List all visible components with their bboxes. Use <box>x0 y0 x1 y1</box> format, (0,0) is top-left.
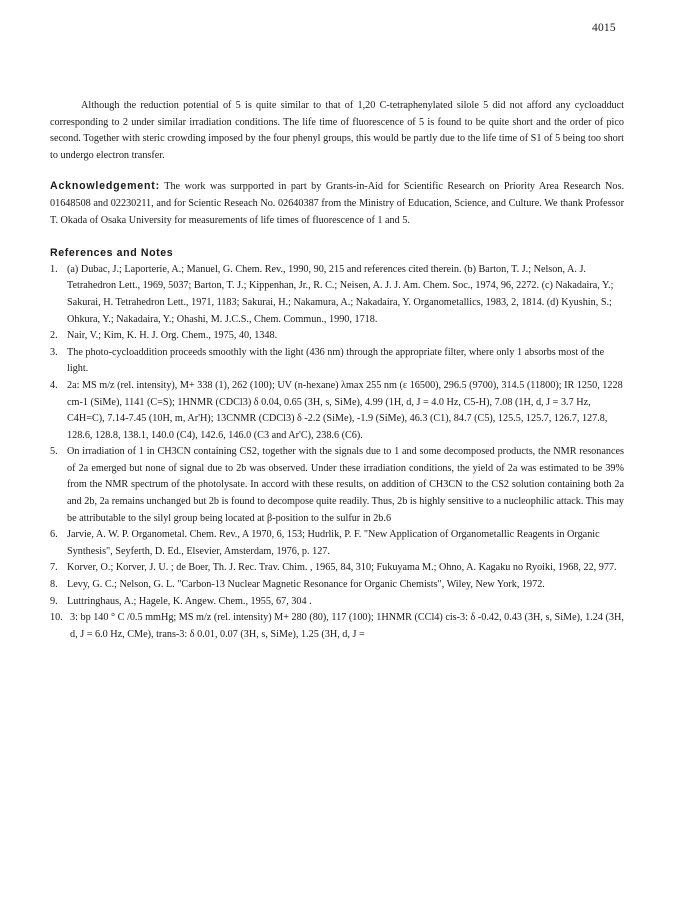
reference-item <box>50 262 624 328</box>
body-paragraph: Although the reduction potential of 5 is quite similar to that of 1,20 C-tetraphenylated silole 5 did not afford any cycloadduct corresponding to 2 under similar irradiation conditions. The life time of fluorescence of 5 is found to be quite short and the order of pico second. Together with steric crowding imposed by the four phenyl groups, this would be partly due to the life time of S1 of 5 being too short to undergo electron transfer. <box>50 100 624 161</box>
reference-text: On irradiation of 1 in CH3CN containing CS2, together with the signals due to 1 and some decomposed products, the NMR resonances of 2a emerged but none of signal due to 2b was observed. Under these irradiation conditions, the yield of 2a was estimated to be 39% from the NMR spectrum of the photolysate. In accord with these results, on addition of CH3CN to the CS2 solution containing both 2a and 2b, 2a remains unchanged but 2b is found to decompose quite readily. Thus, 2b is highly sensitive to a nucleophilic attack. This may be attributable to the silyl group being located at β-position to the sulfur in 2b.6 <box>67 446 624 524</box>
acknowledgement-text: The work was surpported in part by Grants-in-Aid for Scientific Research on Priority Area Research Nos. 01648508 and 02230211, and for Scientic Reseach No. 02640387 from the Ministry of Education, Science, and Culture. We thank Professor T. Okada of Osaka University for measurements of life times of fluorescence of 1 and 5. <box>50 181 624 226</box>
reference-number: 8. <box>50 579 58 591</box>
page-number: 4015 <box>592 22 616 34</box>
acknowledgement <box>50 178 624 229</box>
reference-number: 7. <box>50 562 58 574</box>
reference-number: 3. <box>50 346 58 358</box>
acknowledgement-heading: Acknowledgement: <box>50 180 160 193</box>
reference-item <box>50 345 624 378</box>
references-heading: References and Notes <box>50 247 174 260</box>
reference-item <box>50 577 624 594</box>
reference-text: Nair, V.; Kim, K. H. J. Org. Chem., 1975, 40, 1348. <box>67 330 278 342</box>
reference-item <box>50 444 624 527</box>
reference-number: 10. <box>50 612 63 624</box>
reference-number: 4. <box>50 379 58 391</box>
references-list <box>50 262 624 644</box>
reference-item <box>50 560 624 577</box>
reference-number: 5. <box>50 446 58 458</box>
reference-text: 2a: MS m/z (rel. intensity), M+ 338 (1), 262 (100); UV (n-hexane) λmax 255 nm (ε 16500), 296.5 (9700), 314.5 (11800); IR 1250, 1228 cm-1 (SiMe), 1141 (C=S); 1HNMR (CDCl3) δ 0.04, 0.65 (3H, s, SiMe), 4.99 (1H, d, J = 4.0 Hz, C5-H), 7.08 (1H, d, J = 3.7 Hz, C4H=C), 7.14-7.45 (10H, m, Ar'H); 13CNMR (CDCl3) δ -2.2 (SiMe), -1.9 (SiMe), 46.3 (C1), 84.7 (C5), 125.5, 125.7, 126.7, 127.8, 128.6, 128.8, 138.1, 140.0 (C4), 142.6, 146.0 (C3 and Ar'C), 238.6 (C6). <box>67 379 623 441</box>
reference-text: Korver, O.; Korver, J. U. ; de Boer, Th. J. Rec. Trav. Chim. , 1965, 84, 310; Fukuyama M.; Ohno, A. Kagaku no Ryoiki, 1968, 22, 977. <box>67 562 617 574</box>
reference-text: Luttringhaus, A.; Hagele, K. Angew. Chem., 1955, 67, 304 . <box>67 595 312 607</box>
reference-item <box>50 328 624 345</box>
reference-text: Levy, G. C.; Nelson, G. L. "Carbon-13 Nuclear Magnetic Resonance for Organic Chemists", Wiley, New York, 1972. <box>67 579 545 591</box>
reference-number: 1. <box>50 263 58 275</box>
reference-text: The photo-cycloaddition proceeds smoothly with the light (436 nm) through the appropriate filter, where only 1 absorbs most of the light. <box>67 346 605 375</box>
reference-text: (a) Dubac, J.; Laporterie, A.; Manuel, G. Chem. Rev., 1990, 90, 215 and references cited therein. (b) Barton, T. J.; Nelson, A. J. Tetrahedron Lett., 1969, 5037; Barton, T. J.; Kippenhan, Jr., R. C.; Neisen, A. J. J. Am. Chem. Soc., 1974, 96, 2272. (c) Nakadaira, Y.; Sakurai, H. Tetrahedron Lett., 1971, 1183; Sakurai, H.; Nakamura, A.; Nakadaira, Y. Organometallics, 1983, 2, 1814. (d) Kyushin, S.; Ohkura, Y.; Nakadaira, Y.; Ohashi, M. J.C.S., Chem. Commun., 1990, 1718. <box>67 263 614 325</box>
reference-item <box>50 378 624 444</box>
reference-item <box>50 527 624 560</box>
page-content <box>50 98 624 643</box>
reference-text: 3: bp 140 ° C /0.5 mmHg; MS m/z (rel. intensity) M+ 280 (80), 117 (100); 1HNMR (CCl4) cis-3: δ -0.42, 0.43 (3H, s, SiMe), 1.24 (3H, d, J = 6.0 Hz, CMe), trans-3: δ 0.01, 0.07 (3H, s, SiMe), 1.25 (3H, d, J = <box>70 612 624 640</box>
reference-number: 2. <box>50 330 58 342</box>
reference-number: 9. <box>50 595 58 607</box>
reference-item <box>50 594 624 611</box>
reference-number: 6. <box>50 529 58 541</box>
reference-text: Jarvie, A. W. P. Organometal. Chem. Rev., A 1970, 6, 153; Hudrlik, P. F. "New Application of Organometallic Reagents in Organic Synthesis", Seyferth, D. Ed., Elsevier, Amsterdam, 1976, p. 127. <box>67 529 600 557</box>
reference-item <box>50 610 624 643</box>
